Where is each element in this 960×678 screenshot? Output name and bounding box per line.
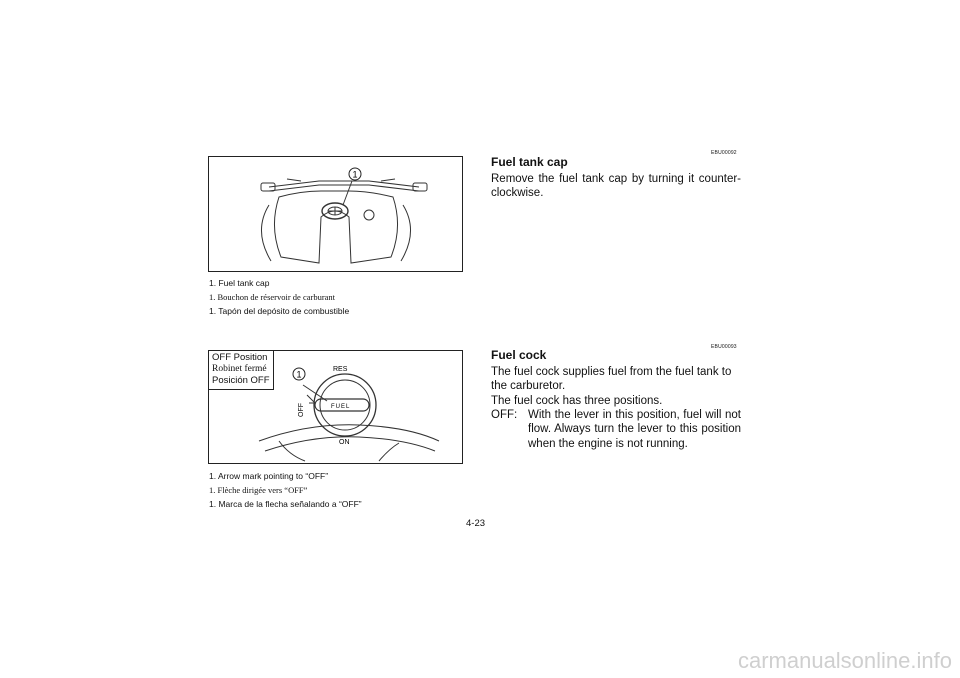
fuel-cock-description: The fuel cock supplies fuel from the fuel tank to the carburetor. xyxy=(491,366,732,393)
caption-spanish: 1. Marca de la flecha señalando a “OFF” xyxy=(209,499,362,509)
watermark: carmanualsonline.info xyxy=(737,648,952,673)
caption-english: 1. Fuel tank cap xyxy=(209,278,270,288)
section-heading-fuel-cock: Fuel cock xyxy=(491,348,547,362)
section-code: EBU00092 xyxy=(711,150,737,156)
callout-number: 1 xyxy=(296,369,302,380)
caption-spanish: 1. Tapón del depósito de combustible xyxy=(209,306,350,316)
position-label-spanish: Posición OFF xyxy=(212,375,270,386)
item-term: OFF: xyxy=(491,409,518,421)
section-heading-fuel-tank-cap: Fuel tank cap xyxy=(491,155,568,169)
position-label-english: OFF Position xyxy=(212,352,268,363)
dial-label-res: RES xyxy=(333,366,348,373)
callout-number: 1 xyxy=(352,169,358,180)
figure2-caption xyxy=(209,471,362,513)
fuel-tank-illustration xyxy=(209,157,461,270)
caption-french: 1. Flèche dirigée vers “OFF” xyxy=(209,485,308,495)
dial-label-fuel: FUEL xyxy=(331,404,351,410)
dial-label-off: OFF xyxy=(298,403,305,417)
figure-fuel-tank-cap xyxy=(208,156,463,272)
section-code: EBU00093 xyxy=(711,344,737,350)
dial-label-on: ON xyxy=(339,439,350,446)
position-label-french: Robinet fermé xyxy=(212,363,267,374)
figure-fuel-cock xyxy=(208,350,463,464)
figure1-caption xyxy=(209,278,349,320)
item-description: With the lever in this position, fuel will not flow. Always turn the lever to this position when the engine is not running. xyxy=(528,409,741,450)
page-number: 4-23 xyxy=(466,518,486,529)
off-position-label xyxy=(209,351,274,390)
fuel-tank-cap-instructions: Remove the fuel tank cap by turning it counter-clockwise. xyxy=(491,173,741,200)
caption-french: 1. Bouchon de réservoir de carburant xyxy=(209,292,336,302)
caption-english: 1. Arrow mark pointing to “OFF” xyxy=(209,471,329,481)
fuel-cock-positions-intro: The fuel cock has three positions. xyxy=(491,395,663,407)
